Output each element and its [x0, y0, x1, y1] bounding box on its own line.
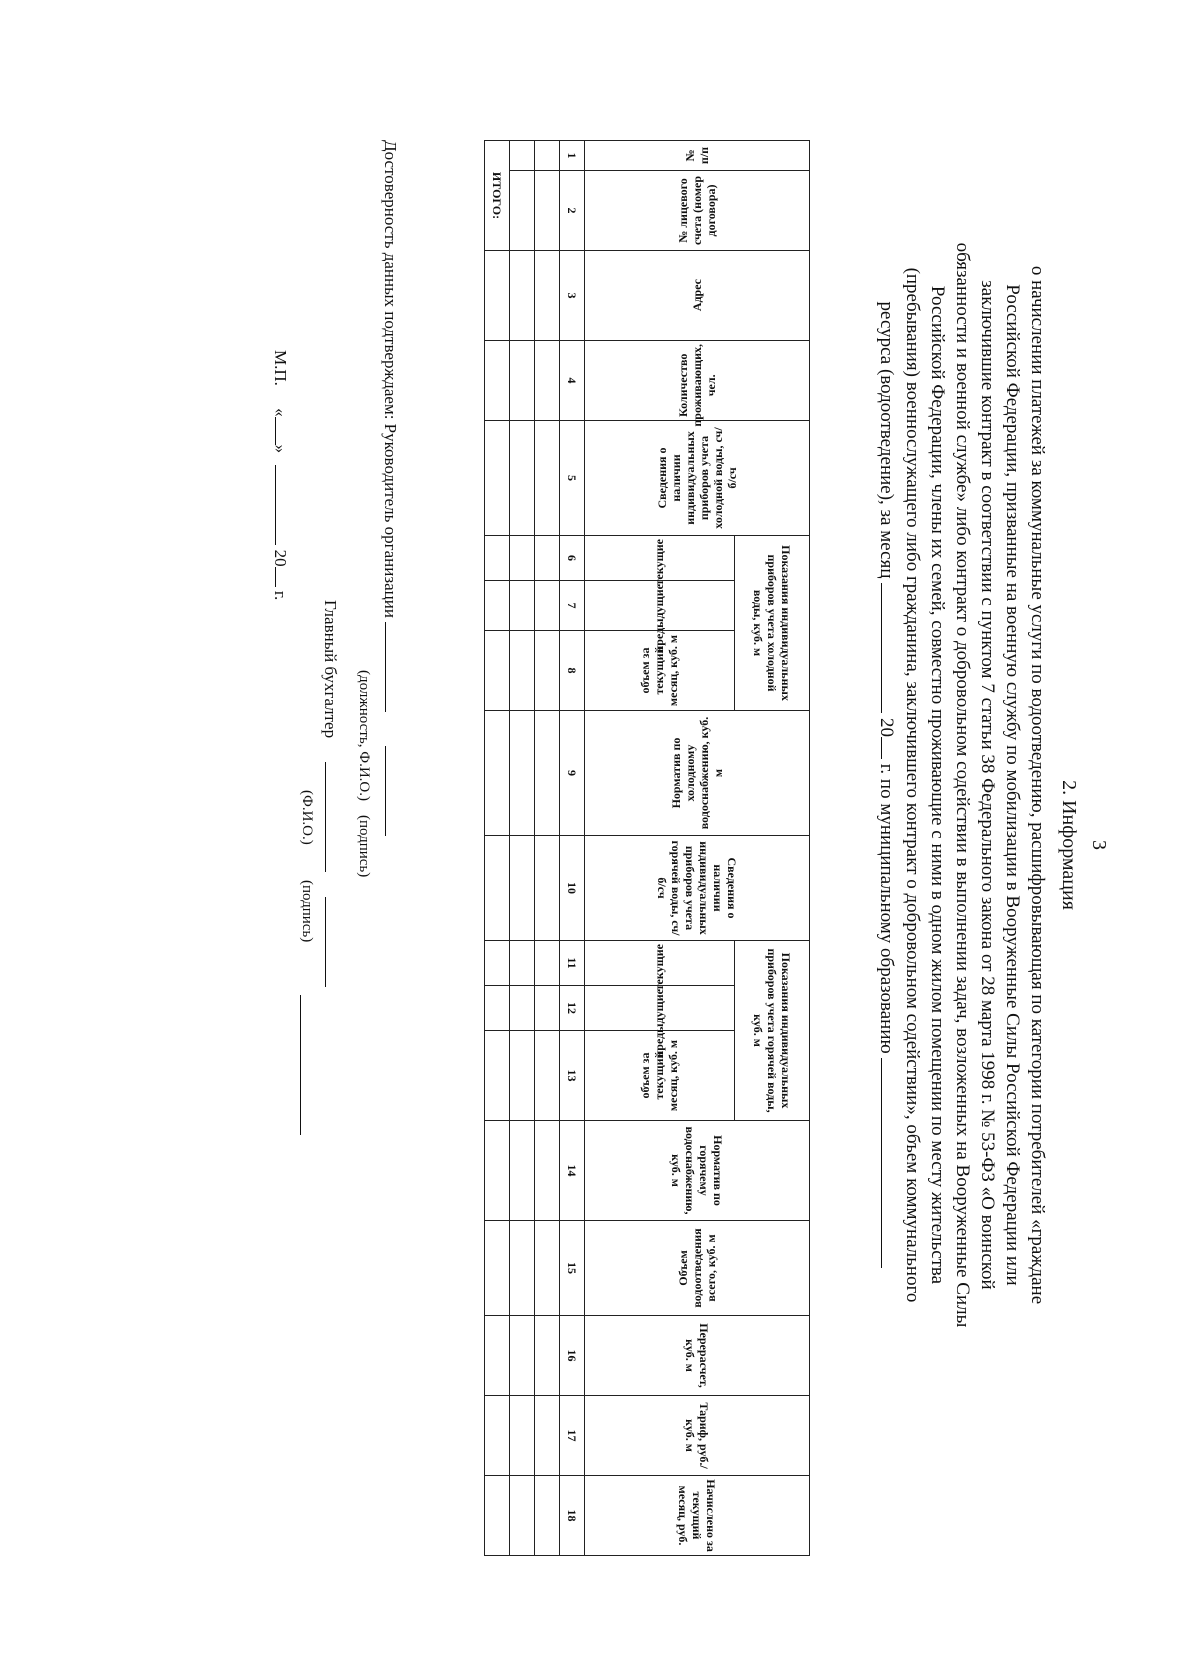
- header-hot-norm: Норматив по горячему водоснабжению, куб. м: [585, 1121, 810, 1221]
- column-number: 6: [560, 536, 585, 581]
- header-hot-current: текущие: [585, 941, 735, 986]
- column-number: 17: [560, 1396, 585, 1476]
- header-tariff: Тариф, руб./куб. м: [585, 1396, 810, 1476]
- column-number: 7: [560, 581, 585, 631]
- header-cold-readings-group: Показания индивидуальных приборов учета холодной воды, куб. м: [735, 536, 810, 711]
- intro-line: заключившие контракт в соответствии с пунктом 7 статьи 38 Федерального закона от 28 марта 1998 г. № 53-ФЗ «О воинской: [977, 280, 998, 1290]
- table-cell[interactable]: [535, 836, 560, 941]
- accountant-label: Главный бухгалтер: [321, 600, 340, 739]
- table-cell[interactable]: [510, 171, 535, 251]
- total-cell[interactable]: [485, 1031, 510, 1121]
- table-cell[interactable]: [535, 986, 560, 1031]
- page-number: 3: [1088, 840, 1110, 850]
- table-cell[interactable]: [535, 711, 560, 836]
- intro-municipality-text: г. по муниципальному образованию: [876, 763, 897, 1054]
- header-hot-previous: предыдущие: [585, 986, 735, 1031]
- header-hot-meter-info: Сведения о наличии индивидуальных приборов учета горячей воды, сч/б/сч: [585, 836, 810, 941]
- table-cell[interactable]: [535, 141, 560, 171]
- date-year-blank[interactable]: [275, 567, 276, 587]
- column-number: 2: [560, 171, 585, 251]
- date-open-quote: «: [271, 408, 290, 417]
- table-cell[interactable]: [510, 1476, 535, 1556]
- total-cell[interactable]: [485, 536, 510, 581]
- month-date-blank[interactable]: [275, 465, 276, 545]
- intro-line-last: [874, 95, 900, 1475]
- day-blank[interactable]: [275, 417, 276, 445]
- table-cell[interactable]: [535, 941, 560, 986]
- column-number: 16: [560, 1316, 585, 1396]
- table-cell[interactable]: [535, 1316, 560, 1396]
- head-signature-line[interactable]: [385, 746, 386, 836]
- table-row: [535, 141, 560, 1556]
- table-cell[interactable]: [510, 536, 535, 581]
- column-number: 9: [560, 711, 585, 836]
- accountant-signature-line[interactable]: [325, 897, 326, 987]
- header-cold-norm: Норматив по холодному водоснабжению, куб. м: [585, 711, 810, 836]
- total-cell[interactable]: [485, 1476, 510, 1556]
- charges-table: [484, 140, 810, 1556]
- extra-signature-blank[interactable]: [300, 995, 301, 1135]
- table-cell[interactable]: [510, 986, 535, 1031]
- header-hot-volume: объем за текущий месяц, куб. м: [585, 1031, 735, 1121]
- column-number: 11: [560, 941, 585, 986]
- date-year-prefix: 20: [271, 549, 290, 567]
- table-cell[interactable]: [510, 1031, 535, 1121]
- table-cell[interactable]: [535, 581, 560, 631]
- intro-line: обязанности и военной службе» либо контракт о добровольном содействии в выполнении задач, возложенных на Вооруженные Силы: [952, 242, 973, 1328]
- total-cell[interactable]: [485, 581, 510, 631]
- header-cold-previous: предыдущие: [585, 581, 735, 631]
- total-cell[interactable]: [485, 1396, 510, 1476]
- table-cell[interactable]: [510, 1396, 535, 1476]
- table-cell[interactable]: [535, 251, 560, 341]
- total-cell[interactable]: [485, 986, 510, 1031]
- table-cell[interactable]: [510, 581, 535, 631]
- extra-signature-line: [295, 995, 315, 1135]
- date-close-quote: »: [271, 444, 290, 454]
- intro-line: Российской Федерации, члены их семей, совместно проживающие с ними в одном жилом помещении по месту жительства: [927, 285, 948, 1285]
- header-residents: Количество проживающих, чел.: [585, 341, 810, 421]
- total-cell[interactable]: [485, 836, 510, 941]
- table-cell[interactable]: [510, 341, 535, 421]
- table-cell[interactable]: [535, 1121, 560, 1221]
- date-stamp-line: [270, 350, 290, 600]
- column-number: 10: [560, 836, 585, 941]
- total-cell[interactable]: [485, 711, 510, 836]
- table-row: [510, 141, 535, 1556]
- header-no: № п/п: [585, 141, 810, 171]
- column-number: 15: [560, 1221, 585, 1316]
- head-signature-hint: (подпись): [356, 815, 372, 878]
- table-cell[interactable]: [535, 341, 560, 421]
- header-address: Адрес: [585, 251, 810, 341]
- total-cell[interactable]: [485, 1316, 510, 1396]
- accountant-signature-hint: (подпись): [299, 880, 315, 943]
- confirmation-text: Достоверность данных подтверждаем: Руководитель организации: [381, 140, 400, 618]
- total-cell[interactable]: [485, 941, 510, 986]
- table-cell[interactable]: [510, 711, 535, 836]
- table-cell[interactable]: [510, 836, 535, 941]
- column-numbers-row: [560, 141, 585, 1556]
- table-cell[interactable]: [535, 1031, 560, 1121]
- column-number: 12: [560, 986, 585, 1031]
- month-blank[interactable]: [881, 583, 900, 713]
- total-cell[interactable]: [485, 341, 510, 421]
- table-cell[interactable]: [510, 1121, 535, 1221]
- total-row: [485, 141, 510, 1556]
- head-name-line[interactable]: [385, 622, 386, 712]
- stamp-label: М.П.: [271, 350, 290, 386]
- header-cold-meter-info: Сведения о наличии индивидуальных приборов учета холодной воды, сч/б/сч: [585, 421, 810, 536]
- header-hot-readings-group: Показания индивидуальных приборов учета горячей воды, куб. м: [735, 941, 810, 1121]
- table-cell[interactable]: [510, 631, 535, 711]
- column-number: 18: [560, 1476, 585, 1556]
- table-cell[interactable]: [510, 141, 535, 171]
- table-cell[interactable]: [510, 421, 535, 536]
- total-cell[interactable]: [485, 251, 510, 341]
- column-number: 13: [560, 1031, 585, 1121]
- table-cell[interactable]: [535, 1396, 560, 1476]
- intro-line: (пребывания) военнослужащего либо гражданина, заключившего контракт о добровольном содействии», объем коммунального: [902, 267, 923, 1303]
- header-charged: Начислено за текущий месяц, руб.: [585, 1476, 810, 1556]
- header-cold-volume: объем за текущий месяц, куб. м: [585, 631, 735, 711]
- year-blank[interactable]: [881, 737, 900, 759]
- total-label: ИТОГО:: [485, 141, 510, 251]
- table-cell[interactable]: [535, 171, 560, 251]
- header-account: № лицевого счета (номер договора): [585, 171, 810, 251]
- table-cell[interactable]: [535, 536, 560, 581]
- total-cell[interactable]: [485, 1221, 510, 1316]
- header-cold-current: текущие: [585, 536, 735, 581]
- table-cell[interactable]: [510, 1316, 535, 1396]
- intro-year-prefix: 20: [876, 718, 897, 738]
- intro-month-text: ресурса (водоотведение), за месяц: [876, 301, 897, 579]
- table-cell[interactable]: [510, 941, 535, 986]
- document-heading: 2. Информация: [1058, 780, 1080, 910]
- intro-paragraph: [874, 95, 1050, 1475]
- municipality-blank[interactable]: [881, 1058, 900, 1268]
- table-cell[interactable]: [535, 1221, 560, 1316]
- column-number: 4: [560, 341, 585, 421]
- column-number: 5: [560, 421, 585, 536]
- table-cell[interactable]: [535, 631, 560, 711]
- table-cell[interactable]: [510, 251, 535, 341]
- header-recalc: Перерасчет, куб. м: [585, 1316, 810, 1396]
- total-cell[interactable]: [485, 421, 510, 536]
- column-number: 3: [560, 251, 585, 341]
- header-total-volume: Объем водоотведения всего, куб. м: [585, 1221, 810, 1316]
- column-number: 14: [560, 1121, 585, 1221]
- column-number: 8: [560, 631, 585, 711]
- table-cell[interactable]: [535, 1476, 560, 1556]
- confirmation-line: [380, 140, 400, 836]
- rotated-document-page: [250, 45, 1150, 1645]
- accountant-name-line[interactable]: [325, 762, 326, 872]
- total-cell[interactable]: [485, 1121, 510, 1221]
- table-cell[interactable]: [510, 1221, 535, 1316]
- table-cell[interactable]: [535, 421, 560, 536]
- date-suffix: г.: [271, 590, 290, 601]
- accountant-line: [320, 600, 340, 987]
- head-name-hint: (должность, Ф.И.О.): [356, 670, 372, 801]
- column-number: 1: [560, 141, 585, 171]
- intro-line: Российской Федерации, призванные на военную службу по мобилизации в Вооруженные Силы Российской Федерации или: [1002, 284, 1023, 1286]
- accountant-name-hint: (Ф.И.О.): [299, 790, 315, 845]
- total-cell[interactable]: [485, 631, 510, 711]
- intro-line: о начислении платежей за коммунальные услуги по водоотведению, расшифровывающая по категории потребителей «граждане: [1027, 265, 1048, 1305]
